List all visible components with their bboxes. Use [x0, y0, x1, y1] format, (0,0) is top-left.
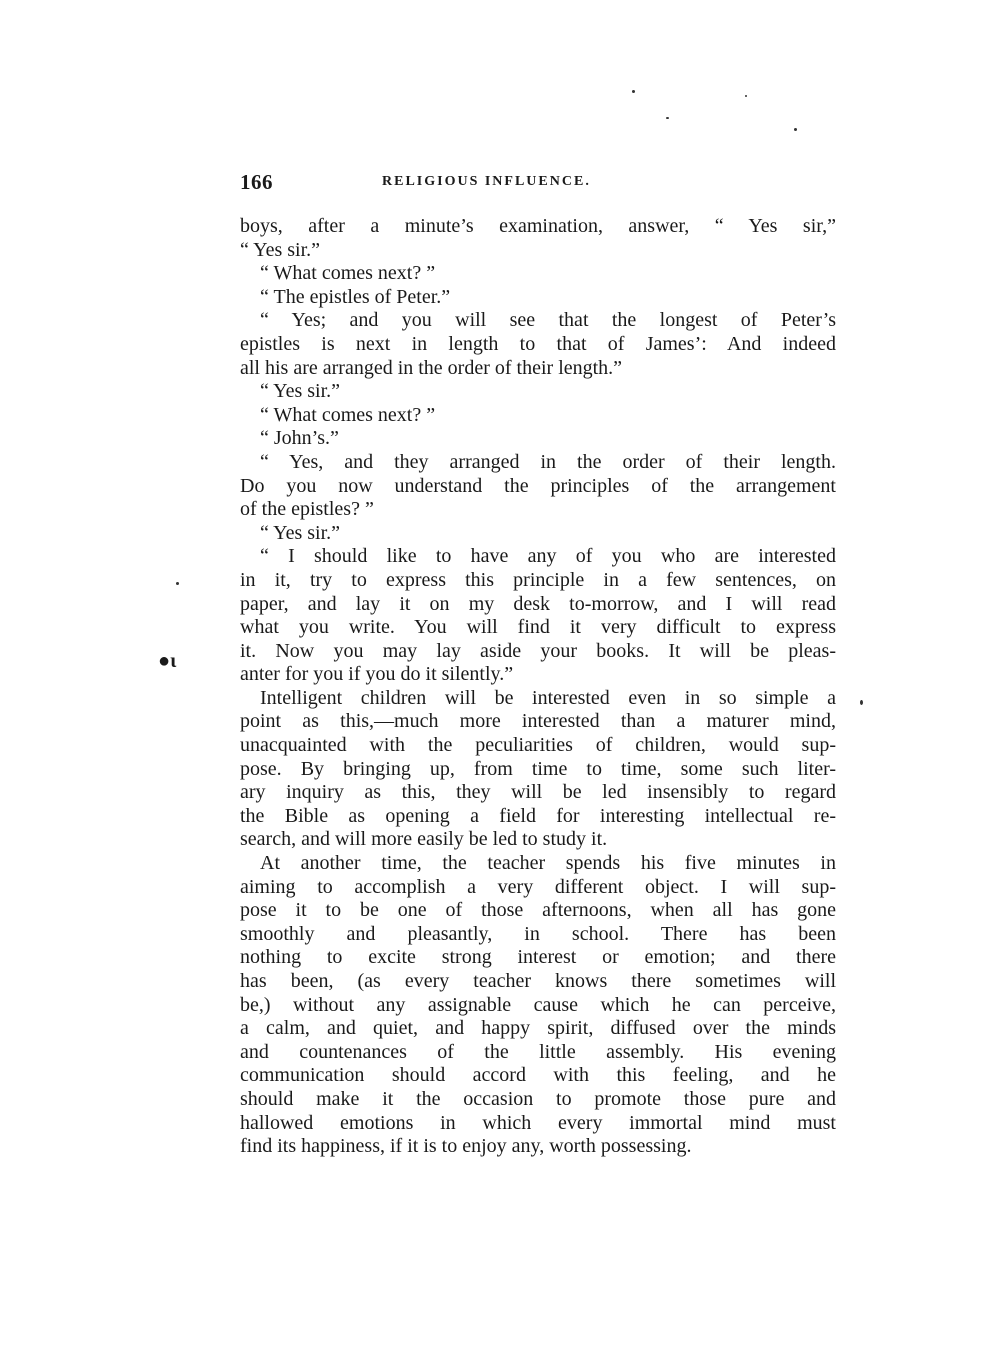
text-line: “ Yes, and they arranged in the order of their length.: [260, 450, 836, 473]
text-line: what you write. You will find it very difficult to express: [240, 616, 836, 639]
text-line: a calm, and quiet, and happy spirit, diffused over the minds: [240, 1017, 836, 1040]
text-line: epistles is next in length to that of James’: And indeed: [240, 332, 836, 355]
ink-speck: [860, 700, 863, 705]
text-line: pose. By bringing up, from time to time, some such liter-: [240, 757, 836, 780]
text-line: nothing to excite strong interest or emotion; and there: [240, 946, 836, 969]
text-line: anter for you if you do it silently.”: [240, 663, 514, 686]
text-line: the Bible as opening a field for interesting intellectual re-: [240, 804, 836, 827]
text-line: paper, and lay it on my desk to-morrow, and I will read: [240, 592, 836, 615]
ink-speck: [794, 128, 797, 131]
text-line: should make it the occasion to promote those pure and: [240, 1087, 836, 1110]
text-line: “ What comes next? ”: [260, 403, 436, 426]
text-line: “ What comes next? ”: [260, 262, 436, 285]
text-line: “ Yes sir.”: [240, 238, 321, 261]
text-line: “ Yes sir.”: [260, 380, 341, 403]
ink-speck: [666, 117, 669, 119]
text-line: aiming to accomplish a very different object. I will sup-: [240, 875, 836, 898]
body-text: [240, 215, 836, 1159]
text-line: “ Yes sir.”: [260, 521, 341, 544]
text-line: search, and will more easily be led to study it.: [240, 828, 608, 851]
ink-speck: [176, 582, 179, 585]
text-line: find its happiness, if it is to enjoy any, worth possessing.: [240, 1135, 692, 1158]
ink-speck: [745, 95, 747, 97]
ink-blot-mark: ●ι: [158, 650, 177, 672]
running-title: RELIGIOUS INFLUENCE.: [382, 174, 591, 189]
text-line: has been, (as every teacher knows there sometimes will: [240, 970, 836, 992]
text-line: of the epistles? ”: [240, 498, 374, 521]
text-line: pose it to be one of those afternoons, when all has gone: [240, 899, 836, 922]
text-line: and countenances of the little assembly. His evening: [240, 1040, 836, 1063]
text-line: Do you now understand the principles of the arrangement: [240, 474, 836, 497]
text-line: smoothly and pleasantly, in school. There has been: [240, 922, 836, 945]
text-line: boys, after a minute’s examination, answer, “ Yes sir,”: [240, 215, 836, 237]
text-line: communication should accord with this feeling, and he: [240, 1064, 836, 1087]
text-line: unacquainted with the peculiarities of children, would sup-: [240, 734, 836, 757]
text-line: it. Now you may lay aside your books. It will be pleas-: [240, 639, 836, 662]
text-line: all his are arranged in the order of their length.”: [240, 356, 623, 379]
running-head: [240, 170, 836, 200]
text-line: “ The epistles of Peter.”: [260, 285, 451, 308]
page-number: 166: [240, 170, 273, 194]
text-line: At another time, the teacher spends his five minutes in: [260, 852, 836, 875]
text-line: be,) without any assignable cause which he can perceive,: [240, 993, 836, 1016]
ink-speck: [632, 90, 635, 93]
text-line: point as this,—much more interested than a maturer mind,: [240, 710, 836, 733]
text-line: “ I should like to have any of you who are interested: [260, 545, 836, 568]
text-line: “ John’s.”: [260, 427, 339, 450]
text-line: “ Yes; and you will see that the longest of Peter’s: [260, 309, 836, 332]
text-line: in it, try to express this principle in a few sentences, on: [240, 568, 836, 591]
text-line: hallowed emotions in which every immortal mind must: [240, 1111, 836, 1134]
text-line: ary inquiry as this, they will be led insensibly to regard: [240, 781, 836, 804]
text-line: Intelligent children will be interested even in so simple a: [260, 686, 836, 709]
